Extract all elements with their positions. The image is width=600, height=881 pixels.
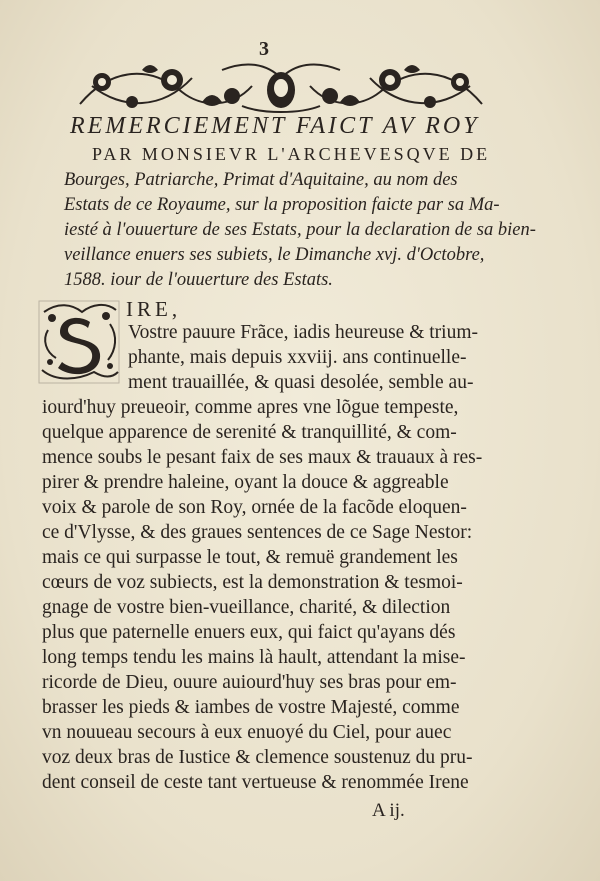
text-line: voix & parole de son Roy, ornée de la facõde eloquen-: [42, 497, 467, 518]
text-line: voz deux bras de Iustice & clemence soustenuz du pru-: [42, 747, 473, 768]
subtitle-italic-line: Estats de ce Royaume, sur la proposition faicte par sa Ma-: [64, 195, 500, 215]
subtitle-line: PAR MONSIEVR L'ARCHEVESQVE DE: [92, 144, 491, 164]
text-line: brasser les pieds & iambes de vostre Majesté, comme: [42, 697, 460, 718]
text-line: plus que paternelle enuers eux, qui faict qu'ayans dés: [42, 622, 456, 643]
text-line: iourd'huy preueoir, comme apres vne lõgue tempeste,: [42, 397, 459, 418]
text-line: ce d'Vlysse, & des graues sentences de ce Sage Nestor:: [42, 522, 473, 543]
text-line: cœurs de voz subiects, est la demonstration & tesmoi-: [42, 572, 463, 593]
title-line: REMERCIEMENT FAICT AV ROY: [70, 113, 480, 139]
text-line: vn nouueau secours à eux enuoyé du Ciel, pour auec: [42, 722, 452, 743]
text-line: gnage de vostre bien-vueillance, charité, & dilection: [42, 597, 451, 618]
text-line: mais ce qui surpasse le tout, & remuë grandement les: [42, 547, 458, 568]
text-line: quelque apparence de serenité & tranquillité, & com-: [42, 422, 457, 443]
text-line: phante, mais depuis xxviij. ans continuelle-: [128, 347, 467, 368]
subtitle-italic-line: iesté à l'ouuerture de ses Estats, pour la declaration de sa bien-: [64, 220, 536, 240]
text-line: pirer & prendre haleine, oyant la douce & aggreable: [42, 472, 449, 493]
text-line: dent conseil de ceste tant vertueuse & renommée Irene: [42, 772, 469, 793]
catchword-signature: A ij.: [372, 800, 405, 821]
text-line: mence soubs le pesant faix de ses maux & trauaux à res-: [42, 447, 483, 468]
page-number: 3: [259, 38, 269, 60]
text-line: Vostre pauure Frãce, iadis heureuse & trium-: [128, 322, 478, 343]
decorated-initial-s-ornament: [38, 300, 120, 384]
opening-word: IRE,: [126, 297, 182, 321]
text-line: ment trauaillée, & quasi desolée, semble au-: [128, 372, 474, 393]
text-line: ricorde de Dieu, ouure auiourd'huy ses bras pour em-: [42, 672, 457, 693]
subtitle-italic-line: 1588. iour de l'ouuerture des Estats.: [64, 270, 333, 290]
text-line: long temps tendu les mains là hault, attendant la mise-: [42, 647, 466, 668]
subtitle-italic-line: Bourges, Patriarche, Primat d'Aquitaine, au nom des: [64, 170, 458, 190]
subtitle-italic-line: veillance enuers ses subiets, le Dimanche xvj. d'Octobre,: [64, 245, 485, 265]
floral-headpiece-ornament: [72, 56, 490, 118]
